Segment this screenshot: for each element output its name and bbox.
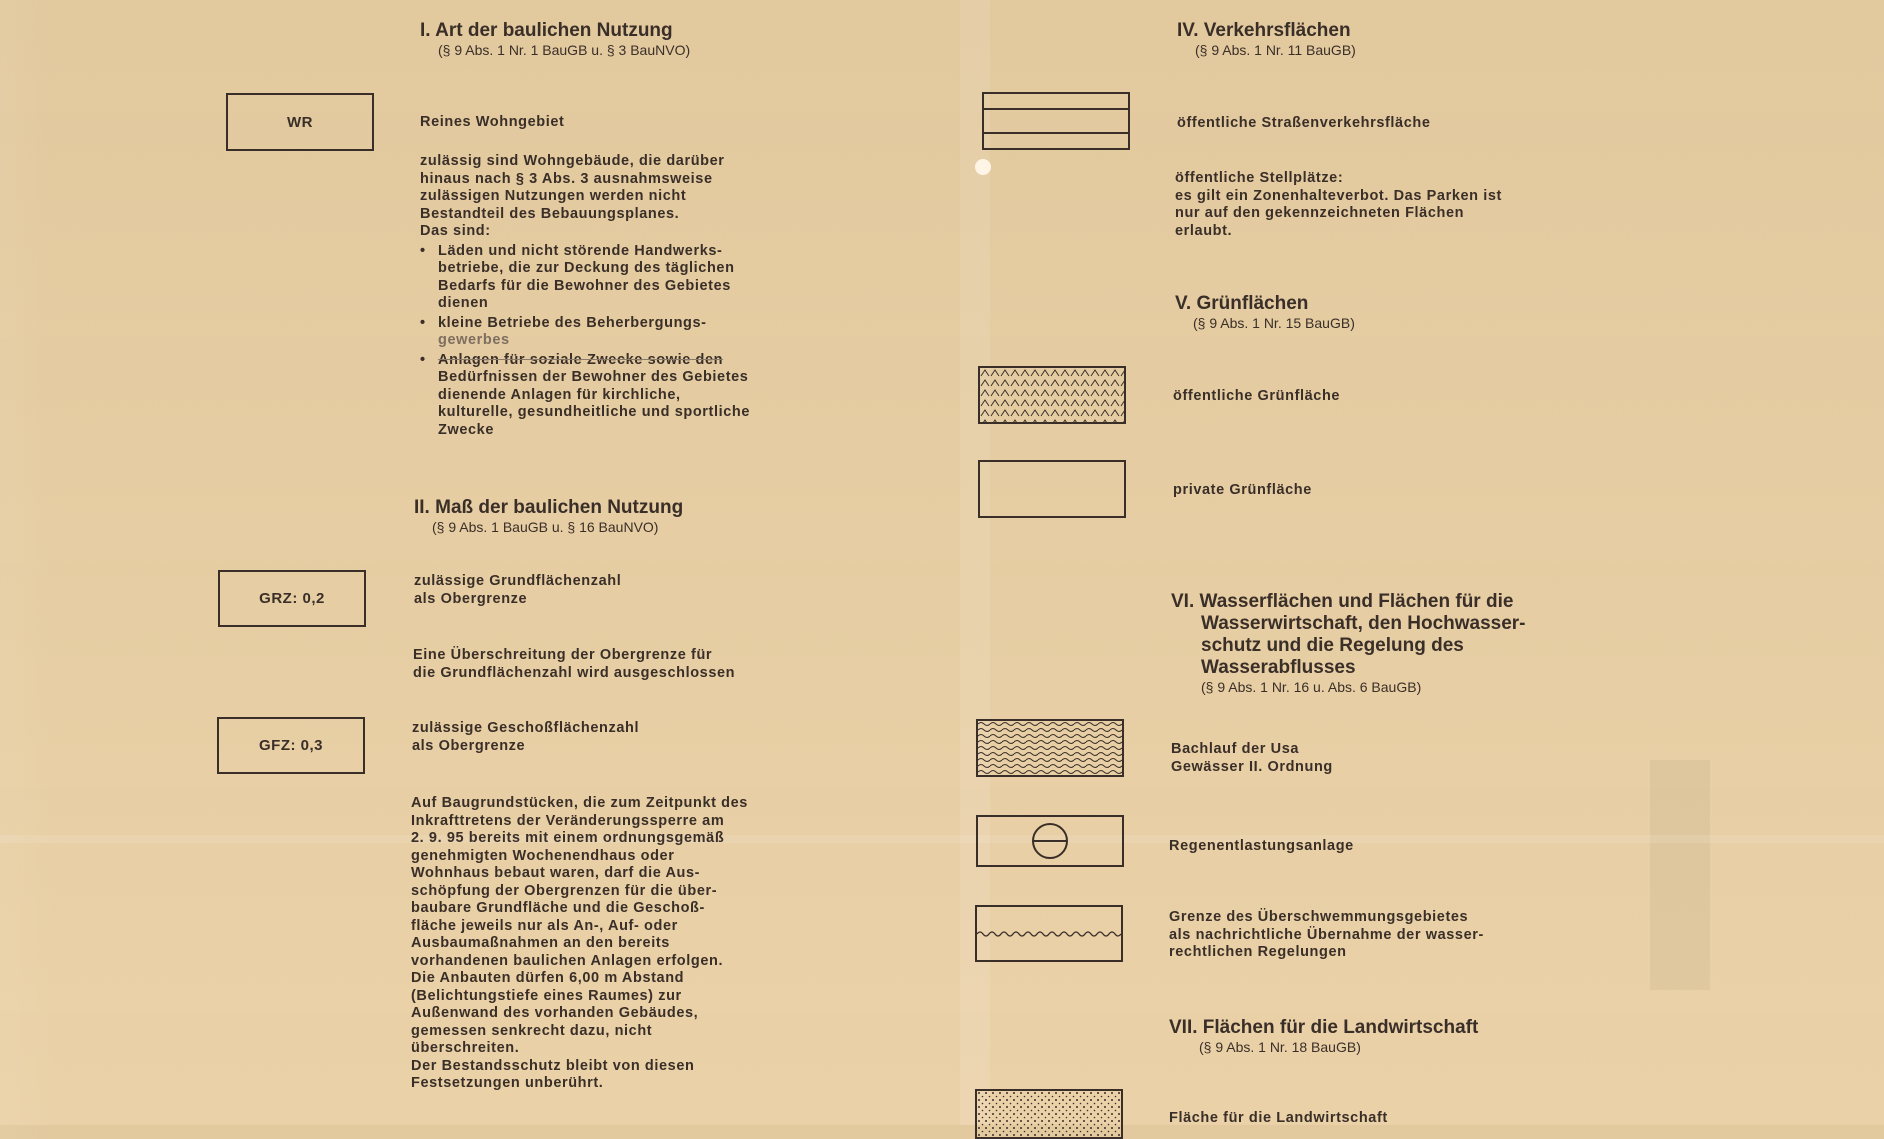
text-line: • Anlagen für soziale Zwecke sowie den <box>438 351 724 368</box>
symbol-label: GRZ: 0,2 <box>259 590 325 607</box>
legend-text-street: öffentliche Straßenverkehrsfläche <box>1177 115 1431 131</box>
text-line: Inkrafttretens der Veränderungssperre am <box>411 812 725 829</box>
text-line: als nachrichtliche Übernahme der wasser- <box>1169 926 1484 943</box>
text-line: Zwecke <box>438 421 494 438</box>
legend-symbol-rain <box>976 815 1124 867</box>
text-line: hinaus nach § 3 Abs. 3 ausnahmsweise <box>420 170 713 187</box>
legend-text-gfz <box>412 720 639 755</box>
text-line: Die Anbauten dürfen 6,00 m Abstand <box>411 970 685 986</box>
list-item <box>420 352 800 440</box>
section-title: VII. Flächen für die Landwirtschaft <box>1169 1017 1479 1038</box>
legend-symbol-grz <box>218 570 366 627</box>
legend-text-flood <box>1169 909 1484 962</box>
gfz-note <box>411 795 811 1093</box>
text-line: betriebe, die zur Deckung des täglichen <box>438 260 735 276</box>
text-line: Wohnhaus bebaut waren, darf die Aus- <box>411 865 701 881</box>
symbol-label: WR <box>287 113 313 131</box>
text-line: dienen <box>438 295 489 311</box>
text-line: als Obergrenze <box>412 737 526 754</box>
text-line: als Obergrenze <box>414 590 528 607</box>
section-title: II. Maß der baulichen Nutzung <box>414 497 684 518</box>
text-line: rechtlichen Regelungen <box>1169 944 1347 960</box>
text-line: zulässige Grundflächenzahl <box>414 573 622 589</box>
legend-text-public-green: öffentliche Grünfläche <box>1173 388 1341 404</box>
wave-pattern <box>978 721 1122 775</box>
section-mass-der-nutzung <box>414 497 683 536</box>
legend-text-private-green: private Grünfläche <box>1173 482 1312 498</box>
section-title <box>1171 591 1526 679</box>
text-line: Das sind: <box>420 223 491 239</box>
section-subtitle: (§ 9 Abs. 1 Nr. 18 BauGB) <box>1199 1039 1361 1055</box>
text-line: zulässig sind Wohngebäude, die darüber <box>420 153 725 169</box>
list-item <box>420 243 800 313</box>
text-line: • kleine Betriebe des Beherbergungs- <box>438 314 707 331</box>
title-line: Wasserwirtschaft, den Hochwasser- <box>1201 613 1526 634</box>
legend-symbol-stream <box>976 719 1124 777</box>
section-subtitle: (§ 9 Abs. 1 Nr. 11 BauGB) <box>1195 42 1356 58</box>
text-line: Festsetzungen unberührt. <box>411 1075 604 1091</box>
paper-fold <box>1650 760 1710 990</box>
section-verkehrsflaechen <box>1177 20 1356 59</box>
text-line: Ausbaumaßnahmen an den bereits <box>411 935 670 951</box>
legend-symbol-farm <box>975 1089 1123 1139</box>
section-subtitle: (§ 9 Abs. 1 Nr. 16 u. Abs. 6 BauGB) <box>1201 679 1422 695</box>
text-line: überschreiten. <box>411 1040 520 1056</box>
legend-text-grz <box>414 573 621 608</box>
text-line: zulässige Geschoßflächenzahl <box>412 720 640 736</box>
text-line: nur auf den gekennzeichneten Flächen <box>1175 205 1465 221</box>
legend-text-rain: Regenentlastungsanlage <box>1169 838 1354 854</box>
text-line: gewerbes <box>438 332 510 348</box>
text-line: Auf Baugrundstücken, die zum Zeitpunkt des <box>411 795 748 811</box>
flood-line-icon <box>977 928 1121 940</box>
text-line: vorhandenen baulichen Anlagen erfolgen. <box>411 952 724 969</box>
text-line: schöpfung der Obergrenzen für die über- <box>411 882 718 899</box>
legend-symbol-flood <box>975 905 1123 962</box>
text-line: erlaubt. <box>1175 222 1233 239</box>
text-line: Bachlauf der Usa <box>1171 741 1300 757</box>
green-hatch-pattern <box>980 368 1124 422</box>
section-title: IV. Verkehrsflächen <box>1177 20 1351 41</box>
parking-text <box>1175 170 1502 240</box>
title-line: Wasserabflusses <box>1201 657 1356 678</box>
text-line: es gilt ein Zonenhalteverbot. Das Parken ist <box>1175 187 1502 204</box>
symbol-label: GFZ: 0,3 <box>258 737 323 754</box>
text-line: Gewässer II. Ordnung <box>1171 758 1333 775</box>
text-line: baubare Grundfläche und die Geschoß- <box>411 900 705 916</box>
text-line: Eine Überschreitung der Obergrenze für <box>413 647 713 663</box>
text-line: kulturelle, gesundheitliche und sportliche <box>438 404 751 420</box>
text-line: • Läden und nicht störende Handwerks- <box>438 242 723 259</box>
parking-marker <box>975 159 991 175</box>
text-line: Außenwand des vorhanden Gebäudes, <box>411 1005 699 1021</box>
text-line: gemessen senkrecht dazu, nicht <box>411 1022 653 1039</box>
text-line: Bestandteil des Bebauungsplanes. <box>420 205 680 222</box>
wr-description <box>420 153 800 441</box>
text-line: (Belichtungstiefe eines Raumes) zur <box>411 987 682 1004</box>
text-line: die Grundflächenzahl wird ausgeschlossen <box>413 664 736 681</box>
section-subtitle: (§ 9 Abs. 1 Nr. 15 BauGB) <box>1193 315 1355 331</box>
rain-relief-icon <box>1030 821 1070 861</box>
text-line: Bedarfs für die Bewohner des Gebietes <box>438 277 731 294</box>
legend-symbol-private-green <box>978 460 1126 518</box>
section-wasserflaechen <box>1171 591 1526 696</box>
section-subtitle: (§ 9 Abs. 1 Nr. 1 BauGB u. § 3 BauNVO) <box>438 42 691 58</box>
text-line: dienende Anlagen für kirchliche, <box>438 386 681 403</box>
text-line: 2. 9. 95 bereits mit einem ordnungsgemäß <box>411 830 725 846</box>
text-line: zulässigen Nutzungen werden nicht <box>420 188 687 204</box>
text-line: Grenze des Überschwemmungsgebietes <box>1169 909 1469 925</box>
list-item <box>420 315 800 350</box>
title-line: VI. Wasserflächen und Flächen für die <box>1171 591 1514 612</box>
exceptions-list <box>420 243 800 440</box>
legend-text-stream <box>1171 741 1333 776</box>
dot-pattern <box>977 1091 1121 1137</box>
text-line: fläche jeweils nur als An-, Auf- oder <box>411 917 678 934</box>
section-subtitle: (§ 9 Abs. 1 BauGB u. § 16 BauNVO) <box>432 519 659 535</box>
text-line: Der Bestandsschutz bleibt von diesen <box>411 1057 695 1074</box>
grz-note <box>413 647 735 682</box>
text-line: genehmigten Wochenendhaus oder <box>411 847 675 864</box>
legend-symbol-wr <box>226 93 374 151</box>
section-title: V. Grünflächen <box>1175 293 1309 314</box>
legend-symbol-street <box>982 92 1130 150</box>
legend-text-wr: Reines Wohngebiet <box>420 114 565 130</box>
section-title: I. Art der baulichen Nutzung <box>420 20 673 41</box>
paper-fold <box>0 835 1884 843</box>
text-line: öffentliche Stellplätze: <box>1175 170 1344 186</box>
legend-text-farm: Fläche für die Landwirtschaft <box>1169 1110 1388 1126</box>
section-gruenflaechen <box>1175 293 1355 332</box>
section-art-der-nutzung <box>420 20 690 59</box>
text-line: Bedürfnissen der Bewohner des Gebietes <box>438 369 749 385</box>
legend-symbol-public-green <box>978 366 1126 424</box>
section-landwirtschaft <box>1169 1017 1478 1056</box>
legend-symbol-gfz <box>217 717 365 774</box>
title-line: schutz und die Regelung des <box>1201 635 1464 656</box>
